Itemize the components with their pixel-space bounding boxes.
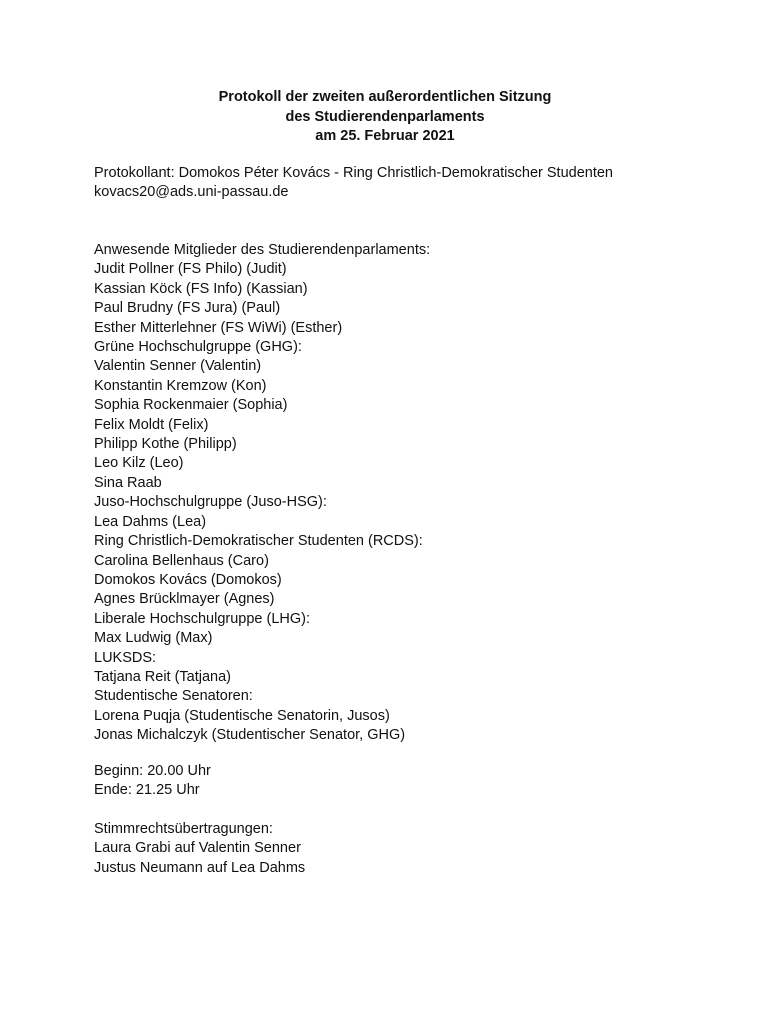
attendee-line: Liberale Hochschulgruppe (LHG):: [94, 610, 310, 627]
title-line-2: des Studierendenparlaments: [285, 108, 485, 125]
attendee-line: Agnes Brücklmayer (Agnes): [94, 591, 275, 608]
attendee-line: Lorena Puqja (Studentische Senatorin, Jusos): [94, 707, 390, 724]
recorder-section: [94, 164, 613, 203]
attendee-line: Esther Mitterlehner (FS WiWi) (Esther): [94, 319, 343, 336]
title-line-1: Protokoll der zweiten außerordentlichen Sitzung: [218, 89, 552, 105]
attendee-line: Juso-Hochschulgruppe (Juso-HSG):: [94, 494, 327, 511]
attendee-line: Sophia Rockenmaier (Sophia): [94, 397, 288, 414]
proxy-vote-line: Laura Grabi auf Valentin Senner: [94, 840, 301, 857]
attendee-line: Grüne Hochschulgruppe (GHG):: [94, 339, 302, 356]
proxy-votes-section: [94, 820, 305, 878]
attendee-line: Konstantin Kremzow (Kon): [94, 377, 267, 394]
proxy-votes-heading: Stimmrechtsübertragungen:: [94, 821, 273, 837]
attendee-line: Jonas Michalczyk (Studentischer Senator, GHG): [94, 727, 406, 744]
attendee-line: Valentin Senner (Valentin): [94, 358, 262, 375]
attendees-section: [94, 241, 430, 746]
attendee-line: Kassian Köck (FS Info) (Kassian): [94, 280, 308, 297]
attendee-line: Max Ludwig (Max): [94, 630, 213, 647]
attendee-line: Leo Kilz (Leo): [94, 455, 184, 472]
attendee-line: Paul Brudny (FS Jura) (Paul): [94, 300, 281, 317]
attendee-line: Carolina Bellenhaus (Caro): [94, 552, 269, 569]
attendee-line: Domokos Kovács (Domokos): [94, 571, 282, 588]
proxy-vote-line: Justus Neumann auf Lea Dahms: [94, 859, 306, 876]
attendee-line: Felix Moldt (Felix): [94, 416, 209, 433]
recorder-email: kovacs20@ads.uni-passau.de: [94, 184, 289, 201]
attendee-line: LUKSDS:: [94, 649, 157, 666]
times-section: [94, 762, 211, 801]
attendee-line: Sina Raab: [94, 474, 162, 491]
attendees-heading: Anwesende Mitglieder des Studierendenparlaments:: [94, 242, 431, 258]
start-time: Beginn: 20.00 Uhr: [94, 763, 211, 779]
attendee-line: Judit Pollner (FS Philo) (Judit): [94, 261, 287, 278]
attendee-line: Studentische Senatoren:: [94, 688, 253, 705]
end-time: Ende: 21.25 Uhr: [94, 782, 200, 799]
attendee-line: Philipp Kothe (Philipp): [94, 436, 237, 453]
recorder-line: Protokollant: Domokos Péter Kovács - Ring Christlich-Demokratischer Studenten: [94, 165, 613, 181]
attendee-line: Ring Christlich-Demokratischer Studenten (RCDS):: [94, 533, 423, 550]
title-line-3: am 25. Februar 2021: [315, 128, 455, 144]
attendee-line: Lea Dahms (Lea): [94, 513, 207, 530]
attendee-line: Tatjana Reit (Tatjana): [94, 668, 232, 685]
document-title: [0, 88, 770, 147]
